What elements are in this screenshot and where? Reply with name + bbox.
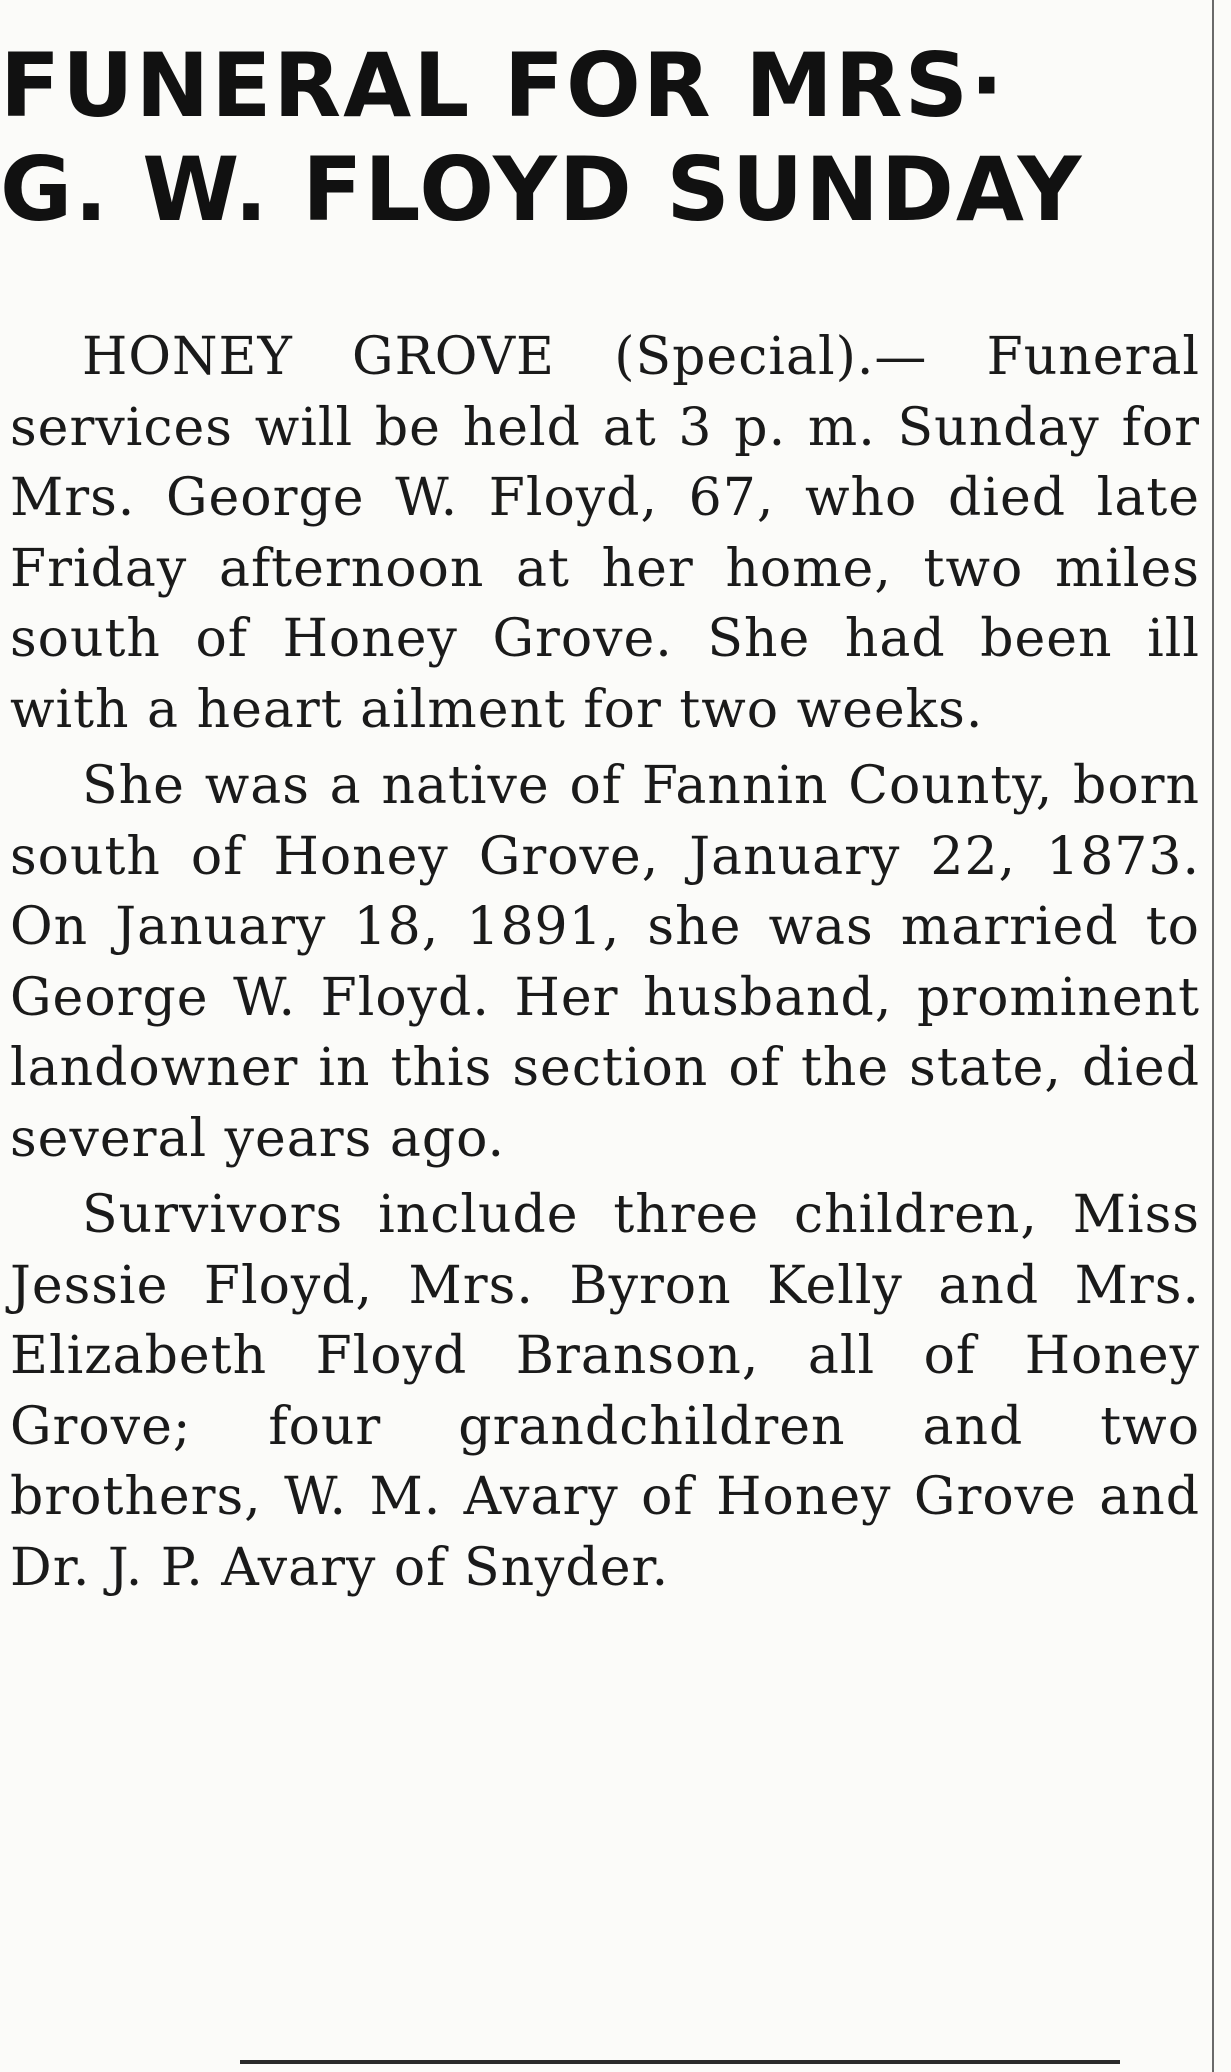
article-paragraph-1: HONEY GROVE (Special).— Funeral services will be held at 3 p. m. Sunday for Mrs. George W. Floyd, 67, who died late Friday afternoon at her home, two miles south of Honey Grove. She had been ill with a heart ailment for two weeks.	[10, 327, 1200, 740]
headline-line-2: G. W. FLOYD SUNDAY	[0, 138, 1084, 241]
headline-line-1: FUNERAL FOR MRS·	[0, 34, 1006, 137]
bottom-divider	[240, 2060, 1120, 2064]
headline	[0, 34, 1190, 242]
article-paragraph-2: She was a native of Fannin County, born south of Honey Grove, January 22, 1873. On January 18, 1891, she was married to George W. Floyd. Her husband, prominent landowner in this section of the state, died several years ago.	[10, 756, 1200, 1169]
article-body	[10, 322, 1200, 1609]
column-divider	[1212, 0, 1214, 2072]
article-paragraph-3: Survivors include three children, Miss Jessie Floyd, Mrs. Byron Kelly and Mrs. Elizabeth Floyd Branson, all of Honey Grove; four grandchildren and two brothers, W. M. Avary of Honey Grove and Dr. J. P. Avary of Snyder.	[10, 1185, 1200, 1598]
